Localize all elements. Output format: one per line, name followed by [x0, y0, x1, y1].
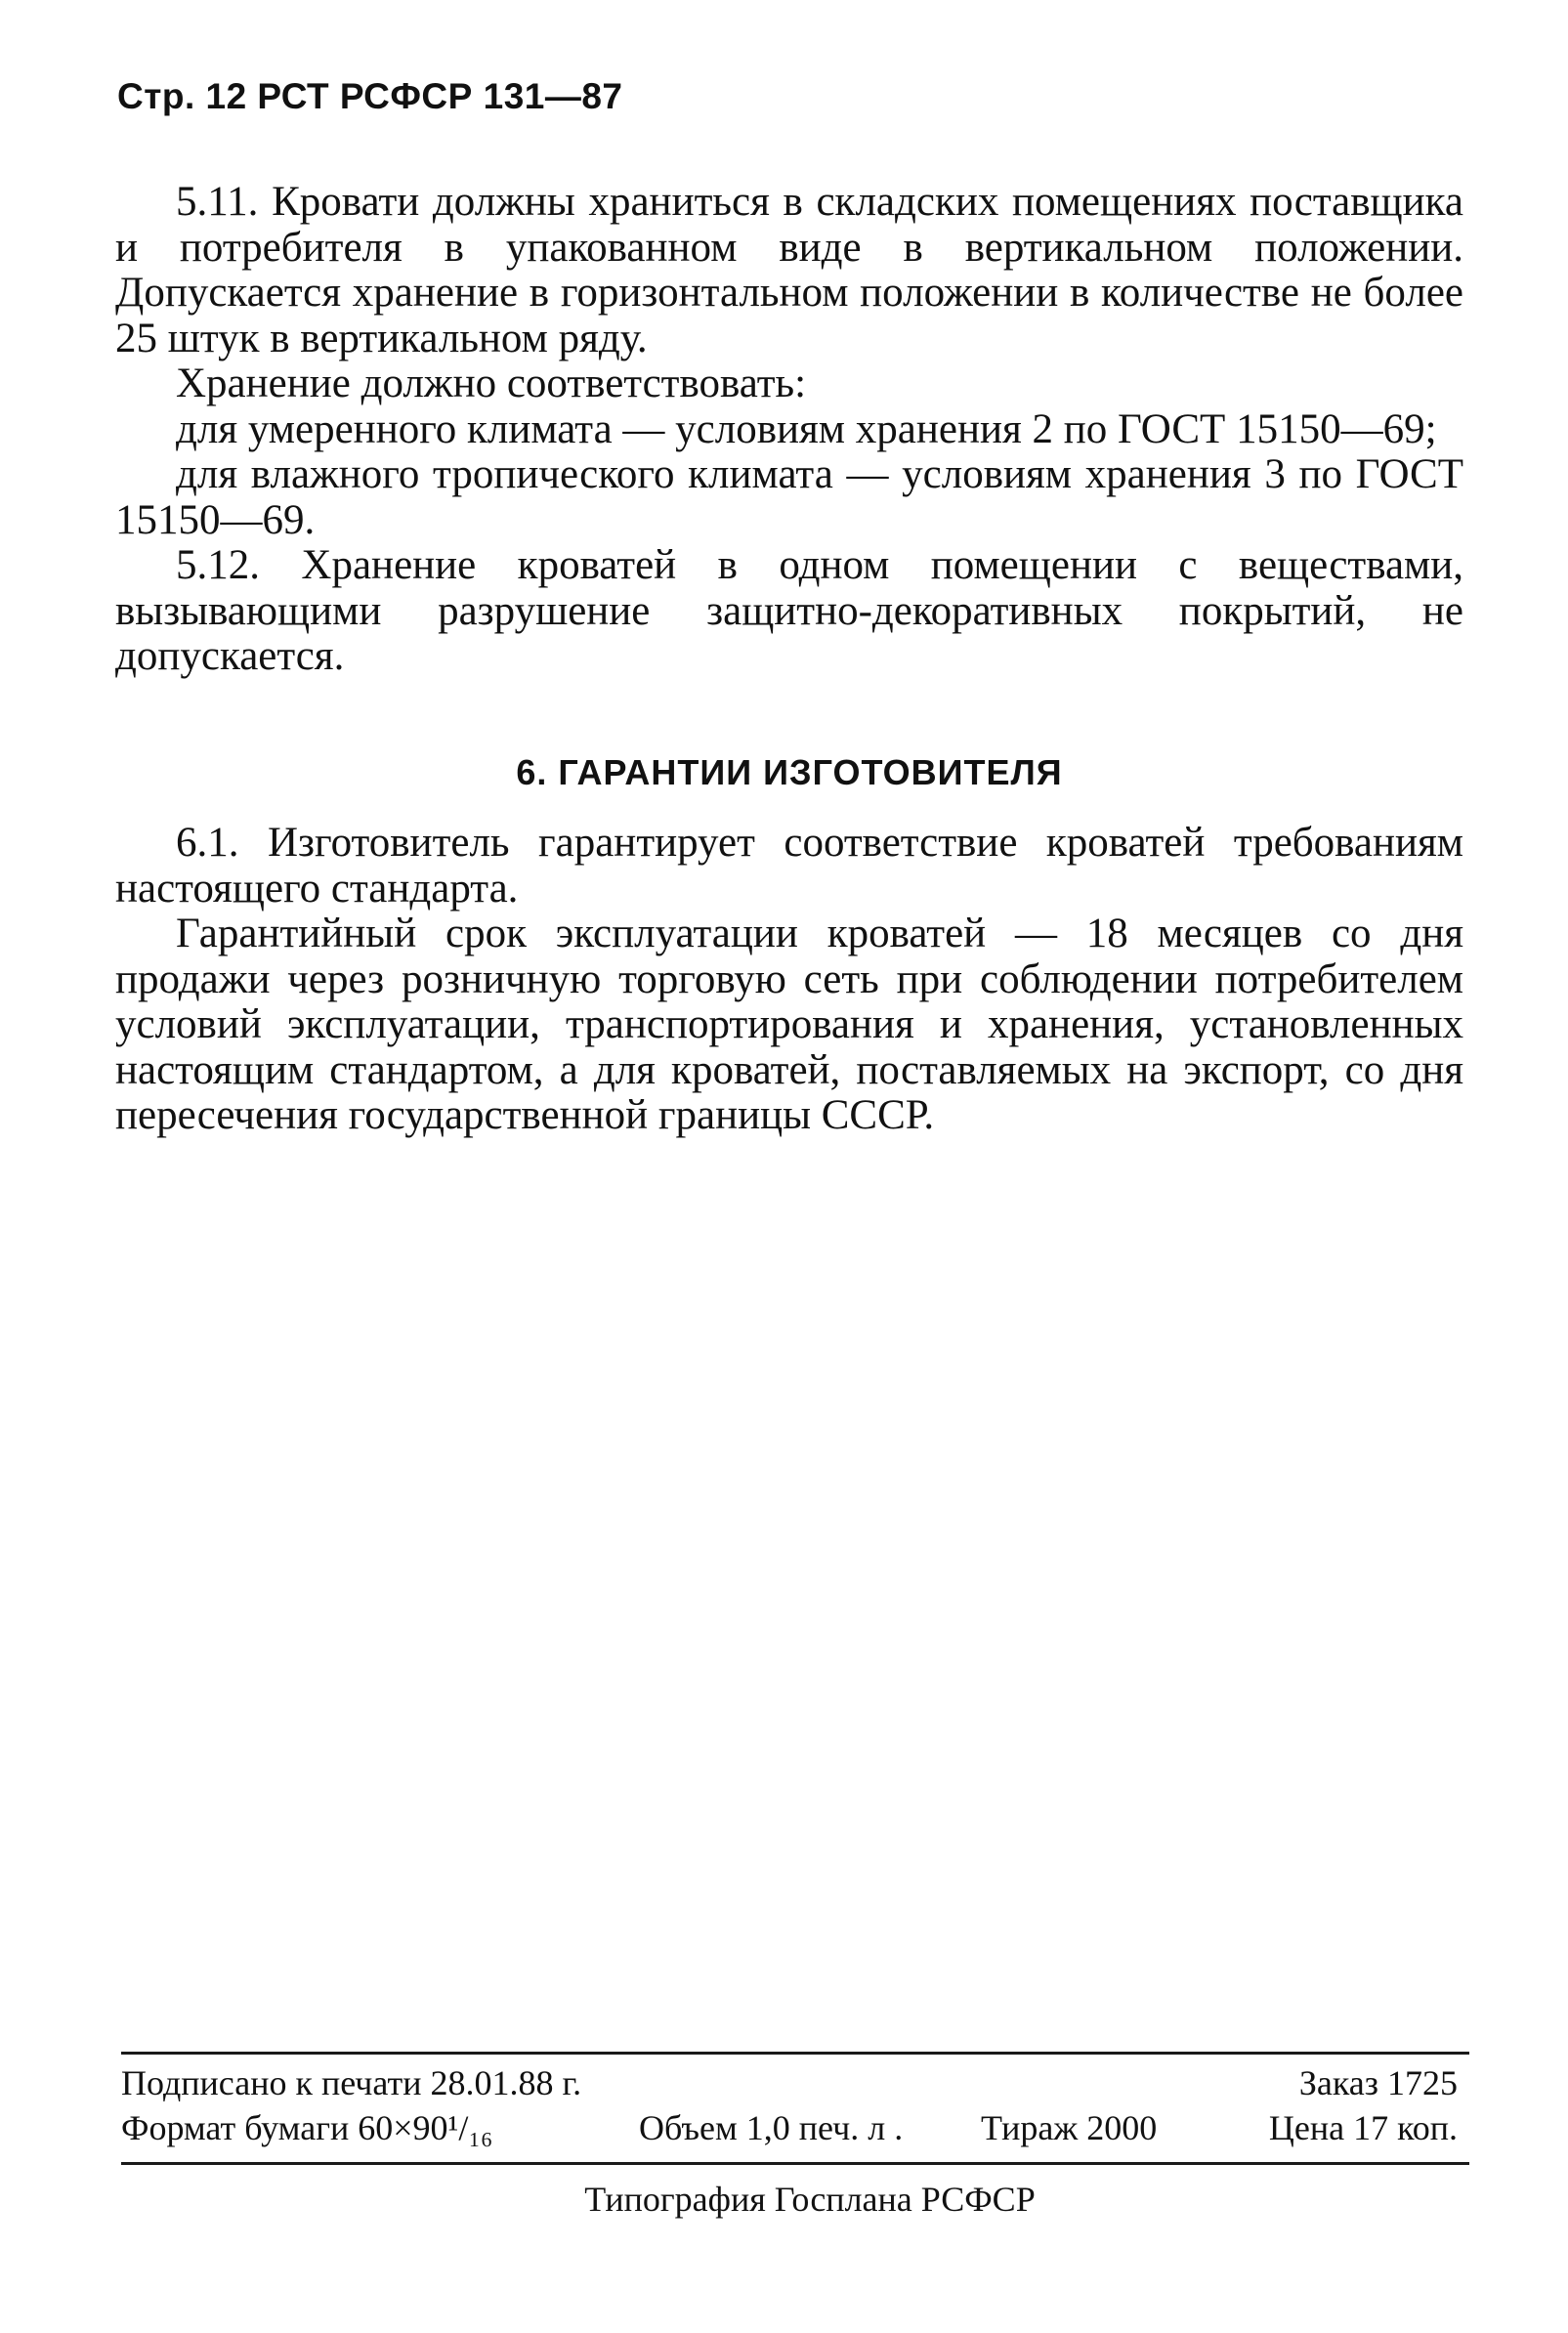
signed-date: Подписано к печати 28.01.88 г.: [121, 2063, 582, 2102]
imprint-row-2: [121, 2107, 1469, 2152]
warranty-period-paragraph: Гарантийный срок эксплуатации кроватей — 18 месяцев со дня продажи через розничную торговую сеть при соблюдении потребителем условий эксплуатации, транспортирования и хранения, установленных настоящим стандартом, а для кроватей, поставляемых на экспорт, со дня пересечения государственной границы СССР.: [115, 911, 1463, 1138]
imprint-top-rule: [121, 2052, 1469, 2055]
imprint-row-1: [121, 2062, 1469, 2107]
volume: Объем 1,0 печ. л .: [639, 2108, 904, 2147]
paragraph-6-1: 6.1. Изготовитель гарантирует соответствие кроватей требованиям настоящего стандарта.: [115, 820, 1463, 912]
page-header: Стр. 12 РСТ РСФСР 131—87: [117, 76, 623, 116]
imprint-bottom-rule: [121, 2162, 1469, 2165]
printer-name: Типография Госплана РСФСР: [584, 2180, 1036, 2219]
price: Цена 17 коп.: [1268, 2108, 1458, 2147]
storage-conditions-intro: Хранение должно соответствовать:: [176, 361, 807, 406]
paragraph-5-11: 5.11. Кровати должны храниться в складских помещениях поставщика и потребителя в упакованном виде в вертикальном положении. Допускается хранение в горизонтальном положении в количестве не более 25 штук в вертикальном ряду.: [115, 179, 1463, 361]
storage-section: [115, 180, 1463, 680]
section-heading: 6. ГАРАНТИИ ИЗГОТОВИТЕЛЯ: [516, 752, 1063, 792]
order-number: Заказ 1725: [1298, 2063, 1458, 2102]
paragraph-5-12: 5.12. Хранение кроватей в одном помещении с веществами, вызывающими разрушение защитно-декоративных покрытий, не допускается.: [115, 542, 1463, 679]
tropical-climate-condition: для влажного тропического климата — условиям хранения 3 по ГОСТ 15150—69.: [115, 451, 1463, 543]
circulation: Тираж 2000: [981, 2108, 1158, 2147]
imprint: [121, 2052, 1469, 2220]
warranty-section: [115, 821, 1463, 1139]
temperate-climate-condition: для умеренного климата — условиям хранения 2 по ГОСТ 15150—69;: [176, 405, 1437, 452]
paper-format: Формат бумаги 60×90¹/₁₆: [121, 2108, 493, 2147]
